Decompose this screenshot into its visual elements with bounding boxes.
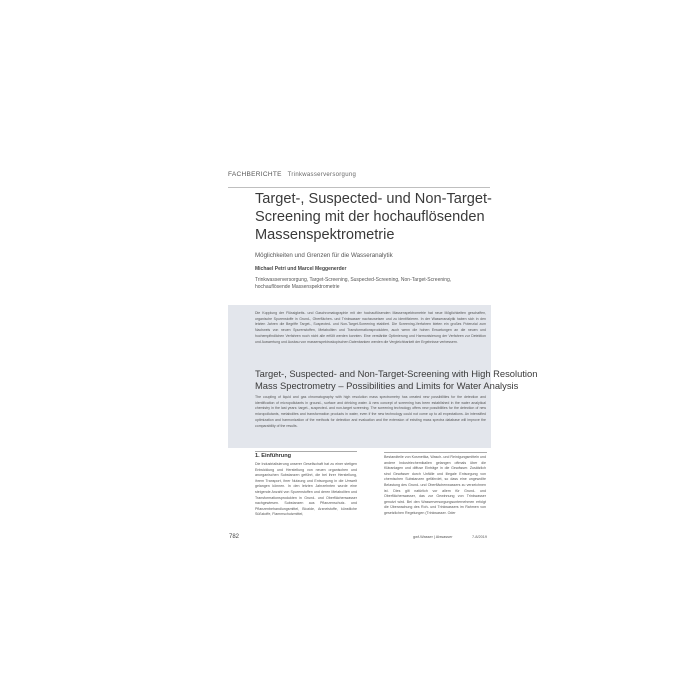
body-column-right: Bestandteile von Kosmetika, Wasch- und Reinigungsmitteln und andere Industriechemikalien gelangen oftmals über die Kläranlagen und diffuse Einträge in die Gewässer. Zusätzlich sind Gewässer durch Unfälle und illegale Entsorgung von chemischen Substanzen gefährdet, so dass eine ungewollte Belastung des Grund- und Oberflächenwassers zu verzeichnen ist. Dies gilt natürlich vor allem für Grund- und Oberflächenwasser, das zur Gewinnung von Trinkwasser genutzt wird. Bei den Wasserversorgungsunternehmen erfolgt die Überwachung des Roh- und Trinkwassers im Rahmen von gesetzlichen Regelungen (Trinkwasser. Oder — [384, 455, 486, 515]
column-divider-left — [255, 451, 357, 452]
section-header — [228, 171, 356, 178]
title-line: Target-, Suspected- und Non-Target- — [255, 191, 492, 207]
section-heading: 1. Einführung — [255, 453, 292, 459]
header-category: FACHBERICHTE — [228, 171, 282, 178]
english-title — [255, 368, 538, 391]
title-line: Massenspektrometrie — [255, 227, 395, 243]
article-keywords: Trinkwasserversorgung, Target-Screening, Suspected-Screening, Non-Target-Screening, hochauflösende Massenspektrometrie — [255, 277, 452, 290]
footer-issue: 7-8/2019 — [472, 535, 487, 539]
english-title-line: Mass Spectrometry – Possibilities and Limits for Water Analysis — [255, 379, 519, 391]
article-title — [255, 190, 492, 244]
english-title-line: Target-, Suspected- and Non-Target-Screening with High Resolution — [255, 368, 538, 379]
page-number: 782 — [229, 534, 240, 540]
footer-journal: gwf-Wasser | Abwasser — [413, 535, 453, 539]
article-authors: Michael Petri und Marcel Meggenerder — [255, 266, 347, 272]
header-topic: Trinkwasserversorgung — [287, 172, 357, 178]
abstract-english: The coupling of liquid and gas chromatography with high resolution mass spectrometry has created new possibilities for the detection and identification of micropollutants in ground-, surface and drinking water. A new concept of screening has been established in the water analytical chemistry in the last years: target-, suspected- and non-target screening. The screening technology offers new possibilities for the detection of new micropollutants, metabolites and transformation products in water, even if the new technology could not come up to all expectations. An intensified optimization and harmonization of the methods for detection and evaluation and the extension of existing mass spectra database will improve the comparability of the results. — [255, 395, 486, 428]
header-divider — [228, 187, 490, 188]
body-column-left: Die Industrialisierung unserer Gesellschaft hat zu einer stetigen Entwicklung und Herstellung von neuen organischen und anorganischen Substanzen geführt, die bei ihrer Herstellung, ihrem Transport, ihrer Nutzung und Entsorgung in die Umwelt gelangen können. In den letzten Jahrzehnten wurde eine steigende Anzahl von Spurenstoffen und deren Metaboliten und Transformationsprodukten in Grund- und Oberflächenwasser nachgewiesen. Substanzen aus Pflanzenschutz- und Pflanzenbehandlungsmittel, Biozide, Arzneistoffe, künstliche Süßstoffe, Flammschutzmittel, — [255, 462, 357, 517]
article-subtitle: Möglichkeiten und Grenzen für die Wasseranalytik — [255, 252, 393, 259]
column-divider-right — [384, 452, 487, 453]
abstract-german: Die Kopplung der Flüssigkeits- und Gaschromatographie mit der hochauflösenden Massenspektrometrie hat neue Möglichkeiten geschaffen, organische Spurenstoffe in Grund-, Oberflächen- und Trinkwasser nachzuweisen und zu identifizieren. In der Wasseranalytik haben sich in den letzten Jahren die Begriffe Target-, Suspected- und Non-Target-Screening etabliert. Die Screening-Verfahren bieten ein großes Potenzial zum Nachweis von neuen Spurenstoffen, Metaboliten und Transformationsprodukten, auch wenn die hohen Erwartungen an die neuen und hochempfindlichen Verfahren noch nicht alle erfüllt werden konnten. Eine verstärkte Optimierung und Harmonisierung der Verfahren zur Detektion und Auswertung und Ausbau von massenspektroskopischen Datenbanken werden die Vergleichbarkeit der Ergebnisse verbessern. — [255, 311, 486, 344]
title-line: Screening mit der hochauflösenden — [255, 209, 485, 225]
